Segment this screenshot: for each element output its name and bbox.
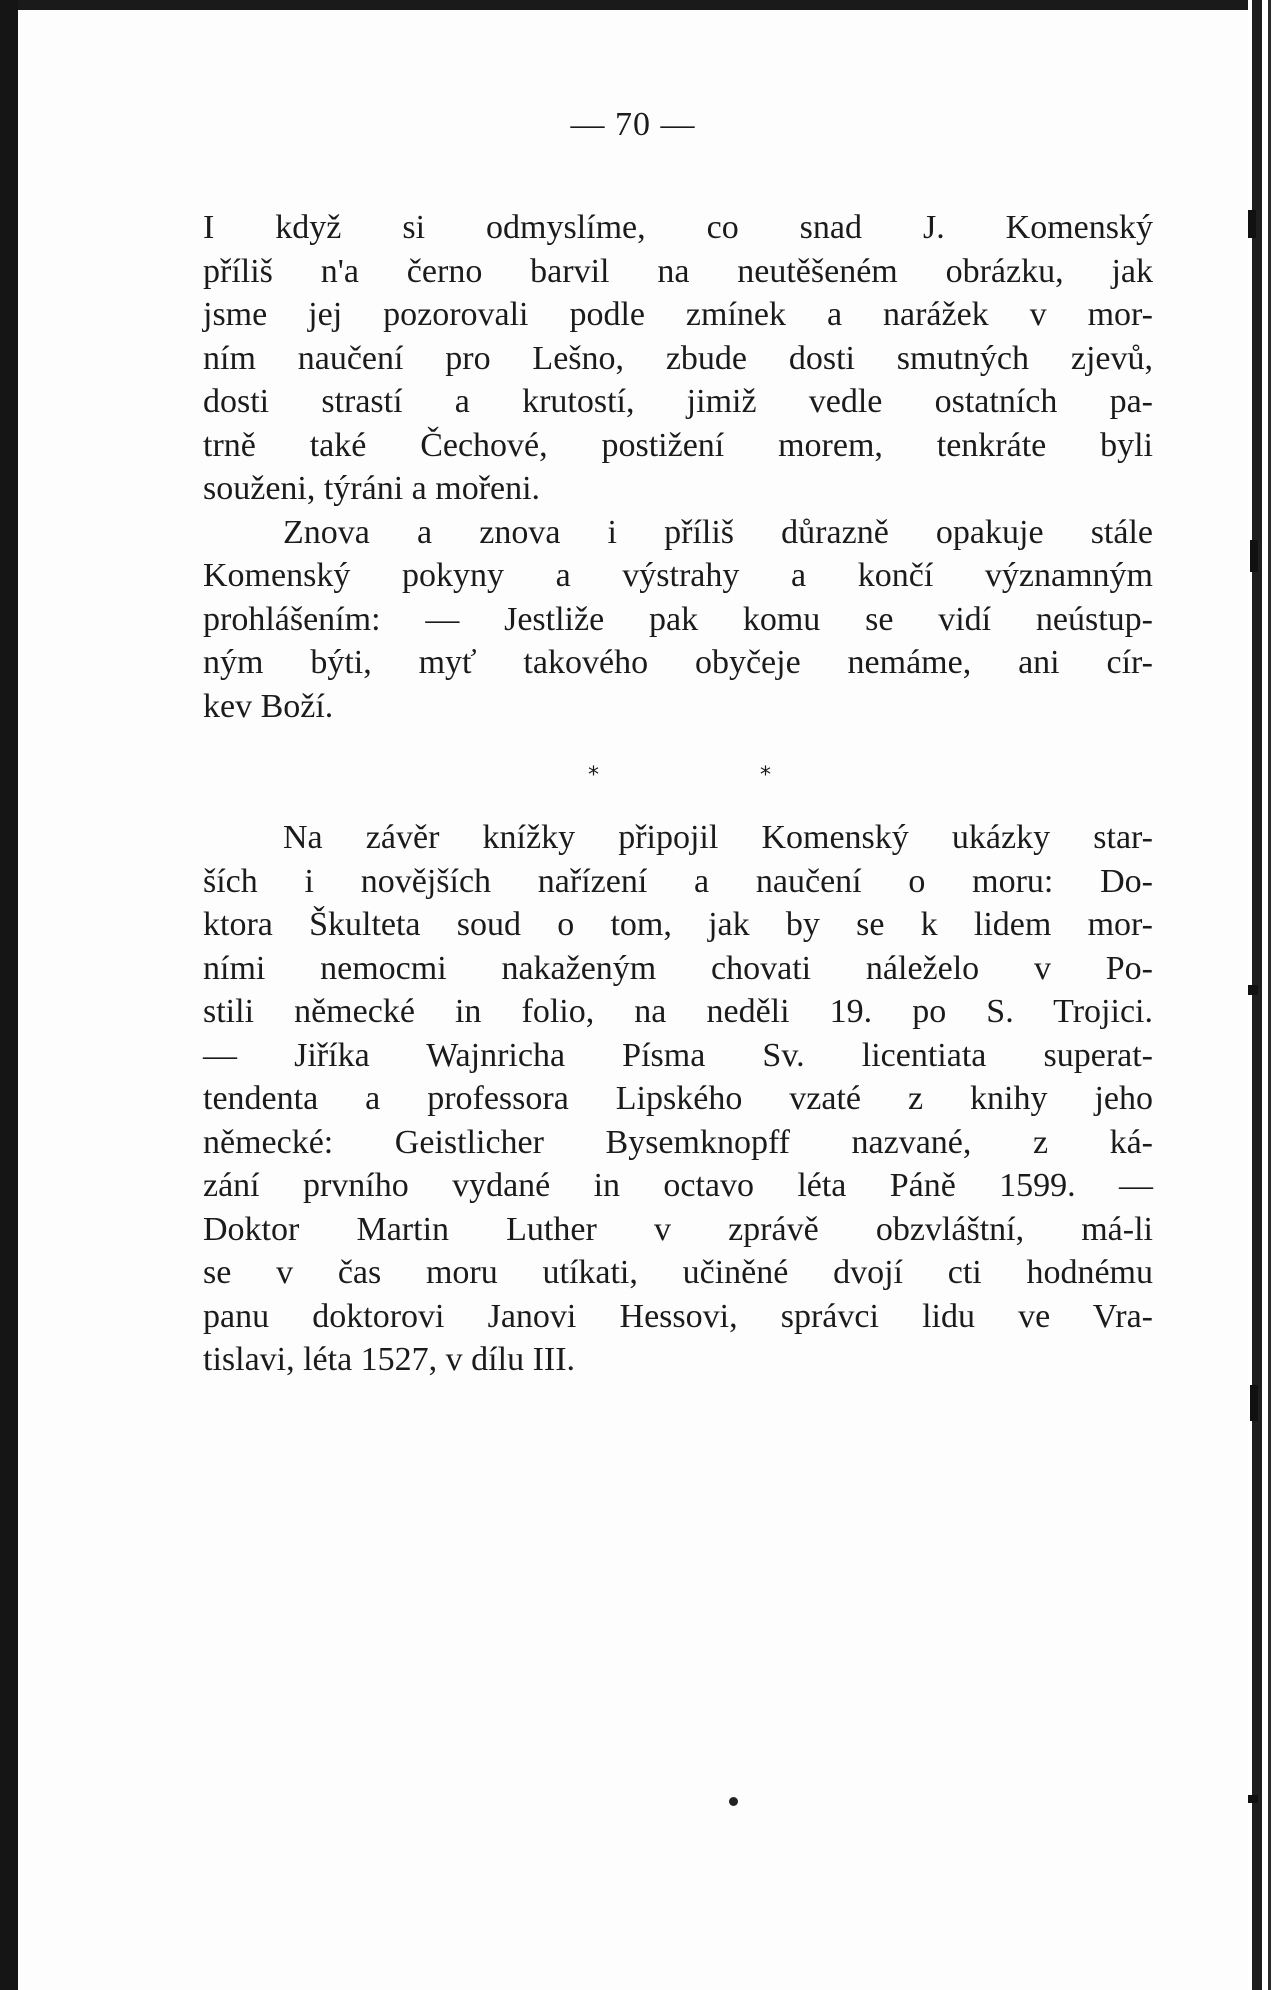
edge-notch — [1248, 210, 1256, 238]
text-line: kev Boží. — [203, 687, 334, 725]
text-line: Znova a znova i příliš důrazně opakuje stále — [283, 513, 1153, 551]
text-line: zání prvního vydané in octavo léta Páně 1599. — — [203, 1167, 1153, 1204]
scan-border-right — [1252, 0, 1262, 1990]
text-line: ními nemocmi nakaženým chovati náleželo v Po- — [203, 949, 1153, 987]
text-line: příliš n'a černo barvil na neutěšeném obrázku, jak — [203, 252, 1153, 290]
edge-notch — [1248, 985, 1258, 995]
text-line: ktora Škulteta soud o tom, jak by se k lidem mor- — [203, 906, 1153, 943]
text-line: panu doktorovi Janovi Hessovi, správci lidu ve Vra- — [203, 1297, 1153, 1335]
text-line: tislavi, léta 1527, v dílu III. — [203, 1341, 576, 1378]
text-line: ších i novějších nařízení a naučení o moru: Do- — [203, 862, 1153, 900]
text-line: I když si odmyslíme, co snad J. Komenský — [203, 209, 1153, 246]
text-line: ným býti, myť takového obyčeje nemáme, ani cír- — [203, 644, 1153, 681]
page-body — [203, 206, 1153, 1382]
text-line: se v čas moru utíkati, učiněné dvojí cti hodnému — [203, 1254, 1153, 1291]
edge-notch — [1248, 1795, 1258, 1803]
scan-border-left — [0, 0, 18, 1990]
book-page — [18, 10, 1248, 1990]
text-line: ním naučení pro Lešno, zbude dosti smutných zjevů, — [203, 339, 1153, 377]
separator-asterisk: * — [588, 763, 599, 788]
text-line: Komenský pokyny a výstrahy a končí významným — [203, 557, 1153, 594]
text-line: prohlášením: — Jestliže pak komu se vidí neústup- — [203, 600, 1153, 638]
paragraph — [203, 206, 1153, 511]
text-line: — Jiříka Wajnricha Písma Sv. licentiata superat- — [203, 1036, 1153, 1074]
text-line: Na závěr knížky připojil Komenský ukázky star- — [283, 819, 1153, 856]
text-line: tendenta a professora Lipského vzaté z knihy jeho — [203, 1080, 1153, 1117]
edge-notch — [1250, 540, 1258, 572]
ink-speck — [729, 1797, 738, 1806]
text-line: německé: Geistlicher Bysemknopff nazvané, z ká- — [203, 1123, 1153, 1161]
text-line: jsme jej pozorovali podle zmínek a narážek v mor- — [203, 296, 1153, 333]
paragraph — [203, 816, 1153, 1382]
section-separator — [203, 728, 1153, 816]
text-line: dosti strastí a krutostí, jimiž vedle ostatních pa- — [203, 383, 1153, 420]
text-line: Doktor Martin Luther v zprávě obzvláštní, má-li — [203, 1210, 1153, 1248]
text-line: trně také Čechové, postižení morem, tenkráte byli — [203, 426, 1153, 464]
scan-border-top — [0, 0, 1286, 10]
separator-asterisk: * — [760, 763, 771, 788]
text-line: souženi, týráni a mořeni. — [203, 470, 541, 507]
paragraph — [203, 511, 1153, 729]
text-line: stili německé in folio, na neděli 19. po S. Trojici. — [203, 993, 1153, 1030]
scan-edge-line — [1268, 0, 1271, 1990]
page-number: — 70 — — [570, 106, 696, 143]
edge-notch — [1250, 1385, 1258, 1421]
